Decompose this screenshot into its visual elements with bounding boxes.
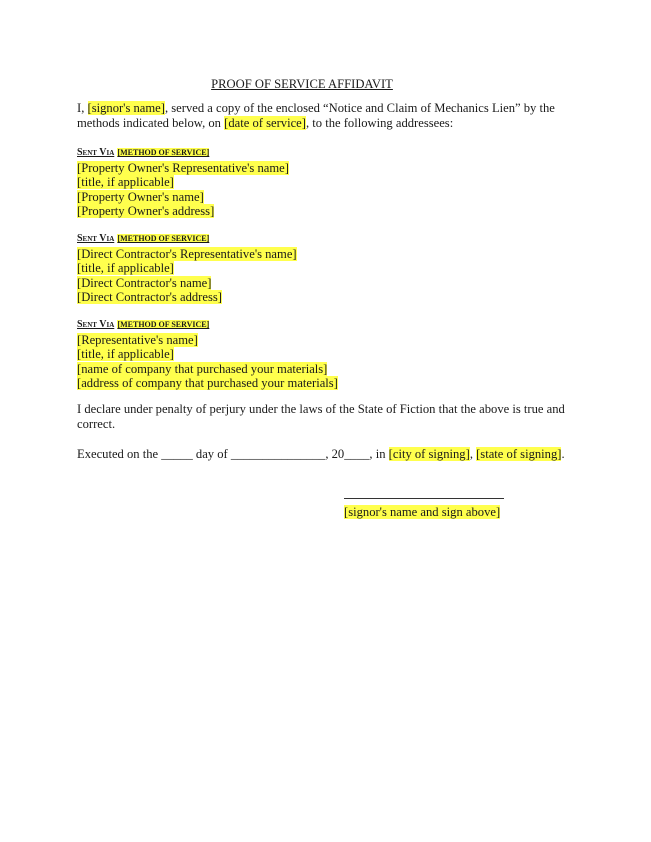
state-placeholder: [state of signing] — [476, 447, 562, 461]
declaration-line: I declare under penalty of perjury under the laws of the State of Fiction that the above is true and — [77, 402, 565, 416]
city-placeholder: [city of signing] — [388, 447, 470, 461]
service-block-1 — [77, 144, 289, 219]
address-line: [title, if applicable] — [77, 347, 174, 361]
method-placeholder: [METHOD OF SERVICE] — [117, 234, 210, 243]
text: , served a copy of the enclosed “Notice and Claim of Mechanics Lien” by the — [164, 101, 555, 115]
signer-placeholder: [signor's name] — [87, 101, 165, 115]
text: , — [469, 447, 477, 461]
address-line: [name of company that purchased your materials] — [77, 361, 328, 376]
text: . — [561, 447, 565, 461]
signature-line — [344, 498, 504, 499]
executed-line — [77, 447, 565, 462]
declaration-line: correct. — [77, 416, 116, 431]
address-line: [Representative's name] — [77, 332, 198, 347]
signature-block — [344, 498, 504, 520]
text: Executed on the _____ day of _______________, 20____, in — [77, 447, 389, 461]
intro-line-1 — [77, 101, 555, 116]
address-line: [Direct Contractor's Representative's name] — [77, 246, 297, 261]
address-line: [Property Owner's name] — [77, 189, 204, 204]
intro-line-2 — [77, 116, 453, 131]
service-block-3 — [77, 316, 338, 391]
sent-via-label: Sent Via — [77, 319, 115, 330]
text: methods indicated below, on — [77, 116, 225, 130]
address-line: [Property Owner's address] — [77, 204, 215, 218]
signature-label: [signor's name and sign above] — [344, 505, 501, 519]
service-block-2 — [77, 230, 297, 305]
address-line: [title, if applicable] — [77, 175, 174, 189]
text: I, — [77, 101, 88, 115]
address-line: [Property Owner's Representative's name] — [77, 160, 289, 175]
declaration — [77, 402, 565, 431]
method-placeholder: [METHOD OF SERVICE] — [117, 320, 210, 329]
method-placeholder: [METHOD OF SERVICE] — [117, 148, 210, 157]
sent-via-label: Sent Via — [77, 147, 115, 158]
address-line: [title, if applicable] — [77, 261, 174, 275]
date-placeholder: [date of service] — [224, 116, 306, 130]
document-title: PROOF OF SERVICE AFFIDAVIT — [211, 77, 393, 91]
address-line: [Direct Contractor's address] — [77, 290, 222, 304]
address-line: [address of company that purchased your materials] — [77, 376, 338, 390]
text: , to the following addressees: — [305, 116, 454, 130]
sent-via-label: Sent Via — [77, 233, 115, 244]
address-line: [Direct Contractor's name] — [77, 275, 212, 290]
